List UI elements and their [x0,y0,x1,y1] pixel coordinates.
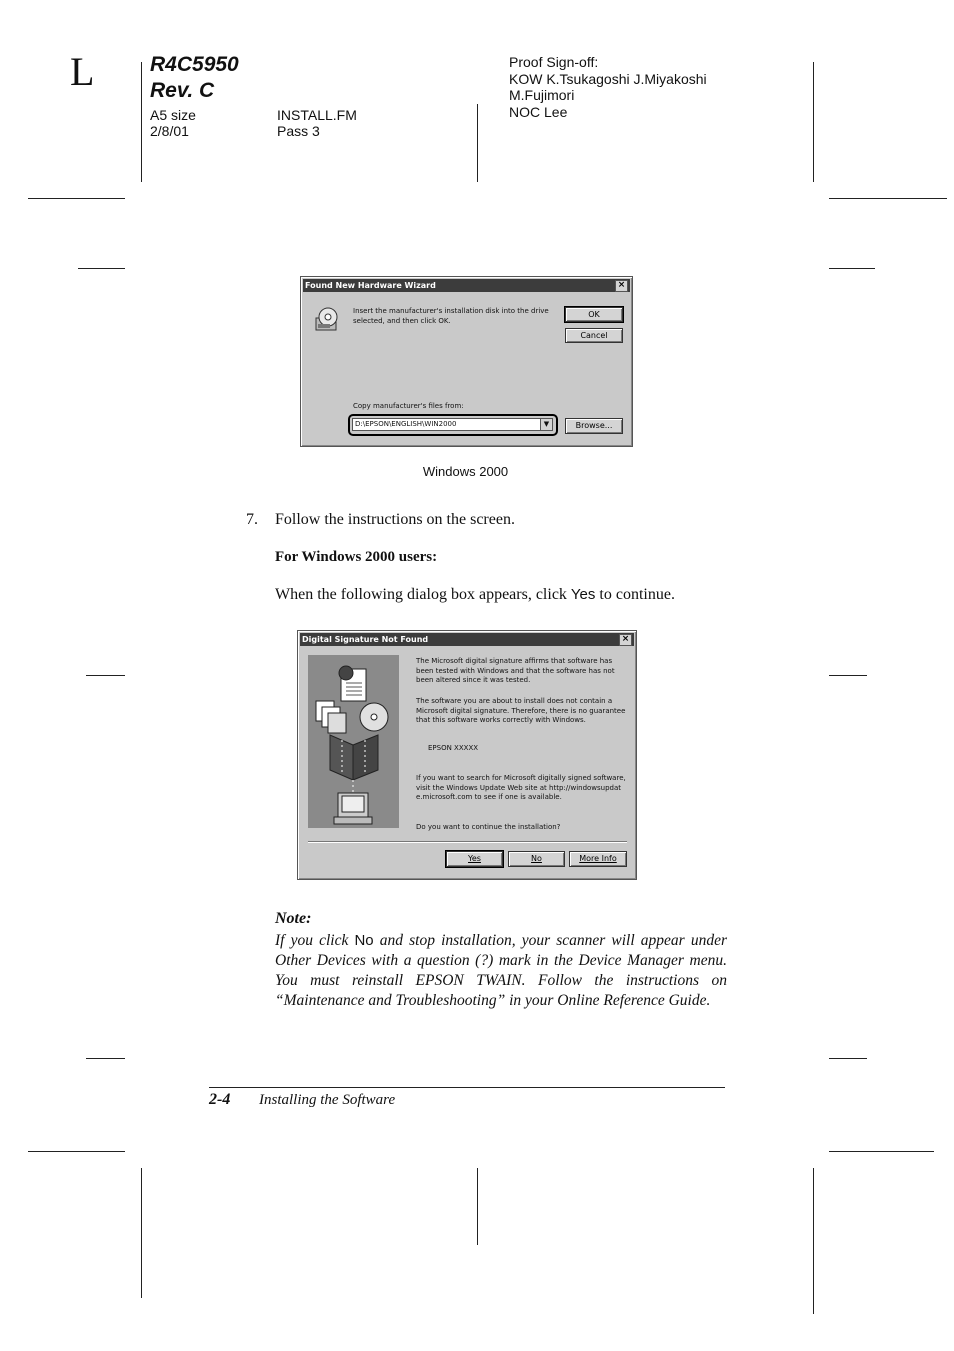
product-name: EPSON XXXXX [428,744,479,752]
note-text-no: No [354,932,374,949]
footer-rule [209,1087,725,1088]
crop-mark [829,1058,867,1059]
crop-mark [813,1168,814,1314]
note-heading: Note: [275,910,312,927]
crop-mark [28,1151,125,1152]
instruction [275,586,675,604]
dialog-title-bar [303,279,630,292]
close-icon[interactable]: × [615,280,628,292]
separator [308,841,627,843]
paper-size: A5 size [150,107,196,123]
step-number: 7. [246,511,258,528]
crop-mark [141,1168,142,1298]
found-new-hardware-dialog [300,276,633,447]
signature-illustration [308,655,399,828]
no-button[interactable]: No [508,851,565,867]
proof-line-2: M.Fujimori [509,87,575,103]
crop-mark [86,1058,125,1059]
header-rule-left [141,62,142,182]
crop-mark [477,1168,478,1245]
signature-para-1: The Microsoft digital signature affirms that software has been tested with Windows and that the software has not been altered since it was tested. [416,657,615,684]
model-revision [150,52,239,104]
step-text: Follow the instructions on the screen. [275,511,515,528]
proof-label: Proof Sign-off: [509,54,599,70]
close-icon[interactable]: × [619,634,632,646]
page-number: 2-4 [209,1091,231,1108]
yes-button[interactable]: Yes [446,851,503,867]
section-title: Installing the Software [259,1092,396,1108]
crop-mark [78,268,125,269]
instruction-before: When the following dialog box appears, click [275,586,571,603]
crop-mark [829,675,867,676]
digital-signature-dialog [297,630,637,880]
install-disk-icon [314,306,340,332]
dialog-title-bar [300,633,634,646]
path-value: D:\EPSON\ENGLISH\WIN2000 [355,420,457,428]
note-text [275,931,727,1011]
note-text-before: If you click [275,932,355,949]
copy-from-label: Copy manufacturer's files from: [353,402,464,410]
file-name: INSTALL.FM [277,107,357,123]
dialog-title: Digital Signature Not Found [302,635,429,644]
side-letter: L [70,49,95,94]
chevron-down-icon[interactable]: ▼ [540,419,552,430]
note-text-after: and stop installation, your scanner will appear under Other Devices with a question (?) mark in the Device Manager menu. You must reinstall EPSON TWAIN. Follow the instructions on “Maintenance and Troubleshooting” in your Online Reference Guide. [275,932,727,1009]
header-rule-mid [477,104,478,182]
wizard-message: Insert the manufacturer's installation disk into the drive selected, and then click OK. [353,307,549,325]
signature-para-3: If you want to search for Microsoft digitally signed software, visit the Windows Update Web site at http://windowsupdate.microsoft.com to see if one is available. [416,774,626,801]
revision-label: Rev. C [150,79,215,102]
crop-mark [86,675,125,676]
proof-line-1: KOW K.Tsukagoshi J.Miyakoshi [509,71,707,87]
wizard-caption: Windows 2000 [422,464,509,479]
subheading: For Windows 2000 users: [275,549,438,565]
signature-para-2: The software you are about to install does not contain a Microsoft digital signature. Therefore, there is no guarantee that this software works correctly with Windows. [416,697,626,724]
crop-mark [829,198,947,199]
proof-line-3: NOC Lee [509,104,568,120]
browse-button[interactable]: Browse... [565,418,623,434]
crop-mark [829,268,875,269]
continue-question: Do you want to continue the installation? [416,823,561,831]
path-combobox[interactable] [352,418,553,431]
ok-button[interactable]: OK [565,307,623,322]
instruction-yes: Yes [570,586,596,603]
cancel-button[interactable]: Cancel [565,328,623,343]
model-code: R4C5950 [150,53,239,76]
crop-mark [829,1151,934,1152]
header-rule-right [813,62,814,182]
instruction-after: to continue. [595,586,675,603]
pass-label: Pass 3 [277,123,320,139]
doc-date: 2/8/01 [150,123,189,139]
more-info-button[interactable]: More Info [569,851,627,867]
crop-mark [28,198,125,199]
dialog-title: Found New Hardware Wizard [305,281,436,290]
